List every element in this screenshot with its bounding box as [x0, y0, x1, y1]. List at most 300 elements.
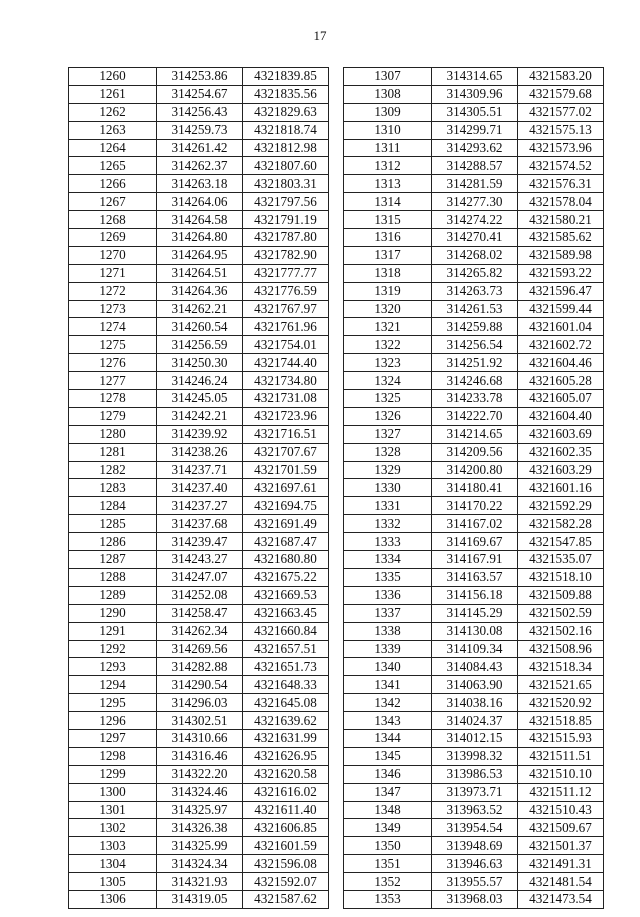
- x-coordinate-cell: 314259.88: [432, 318, 518, 336]
- x-coordinate-cell: 314063.90: [432, 676, 518, 694]
- point-number-cell: 1278: [69, 390, 157, 408]
- y-coordinate-cell: 4321508.96: [518, 640, 604, 658]
- table-row: [69, 229, 329, 247]
- y-coordinate-cell: 4321807.60: [243, 157, 329, 175]
- point-number-cell: 1342: [344, 694, 432, 712]
- point-number-cell: 1277: [69, 372, 157, 390]
- table-row: [344, 676, 604, 694]
- x-coordinate-cell: 314324.34: [157, 855, 243, 873]
- point-number-cell: 1331: [344, 497, 432, 515]
- point-number-cell: 1305: [69, 873, 157, 891]
- y-coordinate-cell: 4321602.35: [518, 443, 604, 461]
- table-row: [344, 551, 604, 569]
- y-coordinate-cell: 4321803.31: [243, 175, 329, 193]
- y-coordinate-cell: 4321535.07: [518, 551, 604, 569]
- point-number-cell: 1303: [69, 837, 157, 855]
- x-coordinate-cell: 313973.71: [432, 783, 518, 801]
- table-row: [344, 211, 604, 229]
- point-number-cell: 1329: [344, 461, 432, 479]
- y-coordinate-cell: 4321680.80: [243, 551, 329, 569]
- y-coordinate-cell: 4321518.85: [518, 712, 604, 730]
- y-coordinate-cell: 4321578.04: [518, 193, 604, 211]
- y-coordinate-cell: 4321575.13: [518, 121, 604, 139]
- x-coordinate-cell: 314252.08: [157, 586, 243, 604]
- table-row: [69, 390, 329, 408]
- x-coordinate-cell: 314260.54: [157, 318, 243, 336]
- x-coordinate-cell: 314251.92: [432, 354, 518, 372]
- point-number-cell: 1336: [344, 586, 432, 604]
- table-row: [344, 479, 604, 497]
- point-number-cell: 1348: [344, 801, 432, 819]
- table-row: [69, 837, 329, 855]
- x-coordinate-cell: 314288.57: [432, 157, 518, 175]
- point-number-cell: 1310: [344, 121, 432, 139]
- point-number-cell: 1265: [69, 157, 157, 175]
- point-number-cell: 1326: [344, 407, 432, 425]
- x-coordinate-cell: 314256.54: [432, 336, 518, 354]
- y-coordinate-cell: 4321583.20: [518, 68, 604, 86]
- y-coordinate-cell: 4321574.52: [518, 157, 604, 175]
- y-coordinate-cell: 4321601.59: [243, 837, 329, 855]
- x-coordinate-cell: 314258.47: [157, 604, 243, 622]
- x-coordinate-cell: 314245.05: [157, 390, 243, 408]
- point-number-cell: 1344: [344, 729, 432, 747]
- table-row: [344, 855, 604, 873]
- point-number-cell: 1337: [344, 604, 432, 622]
- y-coordinate-cell: 4321481.54: [518, 873, 604, 891]
- x-coordinate-cell: 314269.56: [157, 640, 243, 658]
- x-coordinate-cell: 314156.18: [432, 586, 518, 604]
- y-coordinate-cell: 4321603.29: [518, 461, 604, 479]
- x-coordinate-cell: 314238.26: [157, 443, 243, 461]
- y-coordinate-cell: 4321596.08: [243, 855, 329, 873]
- x-coordinate-cell: 314169.67: [432, 533, 518, 551]
- y-coordinate-cell: 4321657.51: [243, 640, 329, 658]
- x-coordinate-cell: 314214.65: [432, 425, 518, 443]
- x-coordinate-cell: 314163.57: [432, 568, 518, 586]
- point-number-cell: 1333: [344, 533, 432, 551]
- point-number-cell: 1323: [344, 354, 432, 372]
- table-row: [69, 694, 329, 712]
- table-row: [344, 801, 604, 819]
- y-coordinate-cell: 4321604.40: [518, 407, 604, 425]
- point-number-cell: 1339: [344, 640, 432, 658]
- y-coordinate-cell: 4321669.53: [243, 586, 329, 604]
- point-number-cell: 1350: [344, 837, 432, 855]
- point-number-cell: 1340: [344, 658, 432, 676]
- point-number-cell: 1318: [344, 264, 432, 282]
- point-number-cell: 1352: [344, 873, 432, 891]
- table-row: [344, 354, 604, 372]
- table-row: [344, 533, 604, 551]
- table-row: [344, 336, 604, 354]
- y-coordinate-cell: 4321601.04: [518, 318, 604, 336]
- x-coordinate-cell: 314262.34: [157, 622, 243, 640]
- table-row: [69, 801, 329, 819]
- table-row: [344, 407, 604, 425]
- table-row: [69, 461, 329, 479]
- y-coordinate-cell: 4321593.22: [518, 264, 604, 282]
- table-row: [69, 85, 329, 103]
- table-row: [344, 139, 604, 157]
- y-coordinate-cell: 4321648.33: [243, 676, 329, 694]
- table-row: [344, 586, 604, 604]
- x-coordinate-cell: 314247.07: [157, 568, 243, 586]
- point-number-cell: 1311: [344, 139, 432, 157]
- point-number-cell: 1302: [69, 819, 157, 837]
- table-body-left: [69, 68, 329, 909]
- y-coordinate-cell: 4321731.08: [243, 390, 329, 408]
- table-row: [344, 604, 604, 622]
- y-coordinate-cell: 4321651.73: [243, 658, 329, 676]
- point-number-cell: 1284: [69, 497, 157, 515]
- table-row: [69, 658, 329, 676]
- table-row: [69, 354, 329, 372]
- table-row: [69, 246, 329, 264]
- table-row: [69, 783, 329, 801]
- x-coordinate-cell: 314321.93: [157, 873, 243, 891]
- y-coordinate-cell: 4321611.40: [243, 801, 329, 819]
- y-coordinate-cell: 4321582.28: [518, 515, 604, 533]
- point-number-cell: 1260: [69, 68, 157, 86]
- point-number-cell: 1264: [69, 139, 157, 157]
- y-coordinate-cell: 4321510.10: [518, 765, 604, 783]
- table-row: [344, 157, 604, 175]
- x-coordinate-cell: 314322.20: [157, 765, 243, 783]
- x-coordinate-cell: 314256.43: [157, 103, 243, 121]
- x-coordinate-cell: 314309.96: [432, 85, 518, 103]
- y-coordinate-cell: 4321818.74: [243, 121, 329, 139]
- x-coordinate-cell: 314264.36: [157, 282, 243, 300]
- table-row: [69, 175, 329, 193]
- point-number-cell: 1334: [344, 551, 432, 569]
- x-coordinate-cell: 314268.02: [432, 246, 518, 264]
- table-row: [344, 515, 604, 533]
- point-number-cell: 1271: [69, 264, 157, 282]
- table-row: [69, 139, 329, 157]
- y-coordinate-cell: 4321701.59: [243, 461, 329, 479]
- x-coordinate-cell: 314254.67: [157, 85, 243, 103]
- x-coordinate-cell: 314237.68: [157, 515, 243, 533]
- y-coordinate-cell: 4321510.43: [518, 801, 604, 819]
- point-number-cell: 1304: [69, 855, 157, 873]
- y-coordinate-cell: 4321620.58: [243, 765, 329, 783]
- point-number-cell: 1283: [69, 479, 157, 497]
- x-coordinate-cell: 314109.34: [432, 640, 518, 658]
- point-number-cell: 1349: [344, 819, 432, 837]
- x-coordinate-cell: 314024.37: [432, 712, 518, 730]
- table-row: [69, 497, 329, 515]
- point-number-cell: 1266: [69, 175, 157, 193]
- y-coordinate-cell: 4321511.51: [518, 747, 604, 765]
- table-row: [344, 568, 604, 586]
- table-row: [344, 68, 604, 86]
- x-coordinate-cell: 314167.91: [432, 551, 518, 569]
- table-row: [344, 246, 604, 264]
- table-row: [69, 604, 329, 622]
- x-coordinate-cell: 314130.08: [432, 622, 518, 640]
- y-coordinate-cell: 4321691.49: [243, 515, 329, 533]
- table-row: [69, 300, 329, 318]
- table-row: [344, 229, 604, 247]
- point-number-cell: 1341: [344, 676, 432, 694]
- table-row: [69, 425, 329, 443]
- x-coordinate-cell: 313968.03: [432, 890, 518, 908]
- point-number-cell: 1288: [69, 568, 157, 586]
- table-row: [344, 175, 604, 193]
- x-coordinate-cell: 314167.02: [432, 515, 518, 533]
- table-row: [69, 819, 329, 837]
- y-coordinate-cell: 4321660.84: [243, 622, 329, 640]
- table-body-right: [344, 68, 604, 909]
- x-coordinate-cell: 314310.66: [157, 729, 243, 747]
- y-coordinate-cell: 4321576.31: [518, 175, 604, 193]
- point-number-cell: 1263: [69, 121, 157, 139]
- y-coordinate-cell: 4321639.62: [243, 712, 329, 730]
- y-coordinate-cell: 4321777.77: [243, 264, 329, 282]
- x-coordinate-cell: 313948.69: [432, 837, 518, 855]
- x-coordinate-cell: 314265.82: [432, 264, 518, 282]
- table-row: [344, 282, 604, 300]
- table-row: [344, 461, 604, 479]
- y-coordinate-cell: 4321791.19: [243, 211, 329, 229]
- y-coordinate-cell: 4321599.44: [518, 300, 604, 318]
- table-row: [69, 282, 329, 300]
- x-coordinate-cell: 314261.53: [432, 300, 518, 318]
- point-number-cell: 1345: [344, 747, 432, 765]
- x-coordinate-cell: 313963.52: [432, 801, 518, 819]
- point-number-cell: 1335: [344, 568, 432, 586]
- point-number-cell: 1295: [69, 694, 157, 712]
- x-coordinate-cell: 314263.73: [432, 282, 518, 300]
- point-number-cell: 1291: [69, 622, 157, 640]
- table-row: [69, 729, 329, 747]
- x-coordinate-cell: 314200.80: [432, 461, 518, 479]
- y-coordinate-cell: 4321509.67: [518, 819, 604, 837]
- x-coordinate-cell: 313955.57: [432, 873, 518, 891]
- point-number-cell: 1351: [344, 855, 432, 873]
- point-number-cell: 1353: [344, 890, 432, 908]
- table-row: [344, 372, 604, 390]
- table-row: [69, 586, 329, 604]
- x-coordinate-cell: 314256.59: [157, 336, 243, 354]
- y-coordinate-cell: 4321577.02: [518, 103, 604, 121]
- point-number-cell: 1316: [344, 229, 432, 247]
- point-number-cell: 1287: [69, 551, 157, 569]
- y-coordinate-cell: 4321626.95: [243, 747, 329, 765]
- y-coordinate-cell: 4321509.88: [518, 586, 604, 604]
- table-row: [344, 300, 604, 318]
- y-coordinate-cell: 4321520.92: [518, 694, 604, 712]
- y-coordinate-cell: 4321502.59: [518, 604, 604, 622]
- table-row: [69, 336, 329, 354]
- point-number-cell: 1290: [69, 604, 157, 622]
- y-coordinate-cell: 4321592.07: [243, 873, 329, 891]
- y-coordinate-cell: 4321787.80: [243, 229, 329, 247]
- table-row: [344, 443, 604, 461]
- point-number-cell: 1307: [344, 68, 432, 86]
- point-number-cell: 1322: [344, 336, 432, 354]
- y-coordinate-cell: 4321602.72: [518, 336, 604, 354]
- point-number-cell: 1314: [344, 193, 432, 211]
- table-row: [344, 103, 604, 121]
- table-row: [344, 390, 604, 408]
- y-coordinate-cell: 4321605.28: [518, 372, 604, 390]
- table-row: [69, 407, 329, 425]
- x-coordinate-cell: 314290.54: [157, 676, 243, 694]
- point-number-cell: 1289: [69, 586, 157, 604]
- y-coordinate-cell: 4321839.85: [243, 68, 329, 86]
- y-coordinate-cell: 4321521.65: [518, 676, 604, 694]
- y-coordinate-cell: 4321776.59: [243, 282, 329, 300]
- x-coordinate-cell: 314296.03: [157, 694, 243, 712]
- x-coordinate-cell: 314316.46: [157, 747, 243, 765]
- x-coordinate-cell: 314239.47: [157, 533, 243, 551]
- table-row: [344, 747, 604, 765]
- y-coordinate-cell: 4321605.07: [518, 390, 604, 408]
- table-row: [69, 121, 329, 139]
- table-row: [69, 855, 329, 873]
- y-coordinate-cell: 4321744.40: [243, 354, 329, 372]
- point-number-cell: 1280: [69, 425, 157, 443]
- y-coordinate-cell: 4321687.47: [243, 533, 329, 551]
- point-number-cell: 1315: [344, 211, 432, 229]
- table-row: [344, 765, 604, 783]
- table-row: [69, 765, 329, 783]
- y-coordinate-cell: 4321518.34: [518, 658, 604, 676]
- y-coordinate-cell: 4321835.56: [243, 85, 329, 103]
- table-row: [69, 551, 329, 569]
- y-coordinate-cell: 4321631.99: [243, 729, 329, 747]
- point-number-cell: 1300: [69, 783, 157, 801]
- x-coordinate-cell: 314282.88: [157, 658, 243, 676]
- x-coordinate-cell: 314299.71: [432, 121, 518, 139]
- table-row: [344, 873, 604, 891]
- point-number-cell: 1286: [69, 533, 157, 551]
- point-number-cell: 1274: [69, 318, 157, 336]
- y-coordinate-cell: 4321797.56: [243, 193, 329, 211]
- table-row: [69, 372, 329, 390]
- table-row: [344, 819, 604, 837]
- x-coordinate-cell: 314264.80: [157, 229, 243, 247]
- x-coordinate-cell: 314281.59: [432, 175, 518, 193]
- table-row: [69, 622, 329, 640]
- y-coordinate-cell: 4321734.80: [243, 372, 329, 390]
- y-coordinate-cell: 4321501.37: [518, 837, 604, 855]
- table-row: [344, 425, 604, 443]
- point-number-cell: 1327: [344, 425, 432, 443]
- x-coordinate-cell: 314237.40: [157, 479, 243, 497]
- table-row: [344, 640, 604, 658]
- table-row: [69, 157, 329, 175]
- x-coordinate-cell: 314243.27: [157, 551, 243, 569]
- x-coordinate-cell: 313986.53: [432, 765, 518, 783]
- point-number-cell: 1299: [69, 765, 157, 783]
- x-coordinate-cell: 314326.38: [157, 819, 243, 837]
- point-number-cell: 1308: [344, 85, 432, 103]
- y-coordinate-cell: 4321606.85: [243, 819, 329, 837]
- x-coordinate-cell: 314264.06: [157, 193, 243, 211]
- point-number-cell: 1296: [69, 712, 157, 730]
- point-number-cell: 1301: [69, 801, 157, 819]
- x-coordinate-cell: 314325.97: [157, 801, 243, 819]
- y-coordinate-cell: 4321723.96: [243, 407, 329, 425]
- x-coordinate-cell: 314170.22: [432, 497, 518, 515]
- y-coordinate-cell: 4321502.16: [518, 622, 604, 640]
- x-coordinate-cell: 314038.16: [432, 694, 518, 712]
- point-number-cell: 1269: [69, 229, 157, 247]
- y-coordinate-cell: 4321473.54: [518, 890, 604, 908]
- coordinates-table-right: [343, 67, 604, 909]
- point-number-cell: 1262: [69, 103, 157, 121]
- point-number-cell: 1298: [69, 747, 157, 765]
- y-coordinate-cell: 4321829.63: [243, 103, 329, 121]
- x-coordinate-cell: 314237.27: [157, 497, 243, 515]
- x-coordinate-cell: 314314.65: [432, 68, 518, 86]
- point-number-cell: 1346: [344, 765, 432, 783]
- point-number-cell: 1276: [69, 354, 157, 372]
- point-number-cell: 1313: [344, 175, 432, 193]
- x-coordinate-cell: 314180.41: [432, 479, 518, 497]
- x-coordinate-cell: 314262.37: [157, 157, 243, 175]
- point-number-cell: 1306: [69, 890, 157, 908]
- x-coordinate-cell: 314084.43: [432, 658, 518, 676]
- x-coordinate-cell: 313998.32: [432, 747, 518, 765]
- point-number-cell: 1320: [344, 300, 432, 318]
- x-coordinate-cell: 314233.78: [432, 390, 518, 408]
- table-row: [69, 193, 329, 211]
- x-coordinate-cell: 314253.86: [157, 68, 243, 86]
- y-coordinate-cell: 4321616.02: [243, 783, 329, 801]
- y-coordinate-cell: 4321603.69: [518, 425, 604, 443]
- table-row: [69, 873, 329, 891]
- table-row: [69, 533, 329, 551]
- x-coordinate-cell: 314262.21: [157, 300, 243, 318]
- x-coordinate-cell: 314305.51: [432, 103, 518, 121]
- table-row: [69, 676, 329, 694]
- table-row: [344, 622, 604, 640]
- y-coordinate-cell: 4321518.10: [518, 568, 604, 586]
- y-coordinate-cell: 4321491.31: [518, 855, 604, 873]
- y-coordinate-cell: 4321592.29: [518, 497, 604, 515]
- y-coordinate-cell: 4321782.90: [243, 246, 329, 264]
- point-number-cell: 1293: [69, 658, 157, 676]
- y-coordinate-cell: 4321604.46: [518, 354, 604, 372]
- table-row: [69, 103, 329, 121]
- x-coordinate-cell: 313946.63: [432, 855, 518, 873]
- y-coordinate-cell: 4321601.16: [518, 479, 604, 497]
- y-coordinate-cell: 4321580.21: [518, 211, 604, 229]
- x-coordinate-cell: 314259.73: [157, 121, 243, 139]
- table-row: [69, 890, 329, 908]
- x-coordinate-cell: 314264.95: [157, 246, 243, 264]
- point-number-cell: 1309: [344, 103, 432, 121]
- table-row: [69, 264, 329, 282]
- table-row: [344, 85, 604, 103]
- x-coordinate-cell: 314012.15: [432, 729, 518, 747]
- y-coordinate-cell: 4321694.75: [243, 497, 329, 515]
- y-coordinate-cell: 4321767.97: [243, 300, 329, 318]
- table-row: [344, 264, 604, 282]
- point-number-cell: 1282: [69, 461, 157, 479]
- point-number-cell: 1285: [69, 515, 157, 533]
- point-number-cell: 1319: [344, 282, 432, 300]
- table-row: [69, 68, 329, 86]
- x-coordinate-cell: 314239.92: [157, 425, 243, 443]
- x-coordinate-cell: 314263.18: [157, 175, 243, 193]
- x-coordinate-cell: 314246.24: [157, 372, 243, 390]
- y-coordinate-cell: 4321812.98: [243, 139, 329, 157]
